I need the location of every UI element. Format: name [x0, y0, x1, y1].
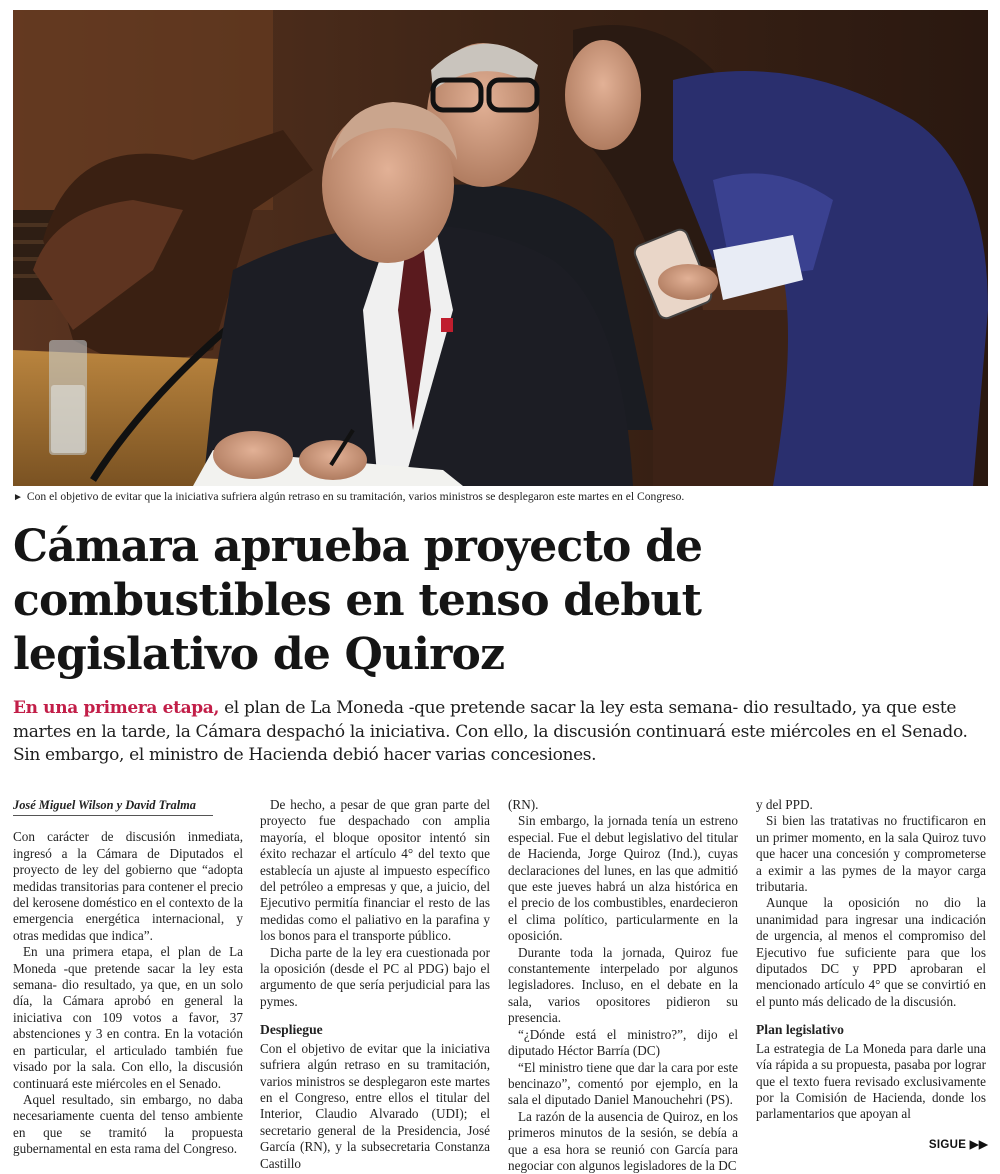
paragraph: Si bien las tratativas no fructificaron en un primer momento, en la sala Quiroz tuvo que hacer una concesión y comprometerse a eximir a las pymes de la mayor carga tributaria.	[756, 813, 986, 895]
column-2	[260, 797, 490, 1172]
column-4	[756, 797, 986, 1123]
continue-label[interactable]: SIGUE ▶▶	[928, 1139, 988, 1151]
paragraph: Con carácter de discusión inmediata, ingresó a la Cámara de Diputados el proyecto de ley del gobierno que “adopta medidas transitorias para contener el precio del kerosene doméstico en el contexto de la emergencia energética internacional, y otras medidas que indica”.	[13, 829, 243, 943]
paragraph: Dicha parte de la ley era cuestionada por la oposición (desde el PC al PDG) bajo el argumento de que sería perjudicial para las pymes.	[260, 944, 490, 1009]
subheading-plan-legislativo: Plan legislativo	[756, 1022, 844, 1038]
paragraph: Aunque la oposición no dio la unanimidad para ingresar una indicación de urgencia, al menos el compromiso del Ejecutivo fue suficiente para que los diputados DC y PPD aprobaran el mencionado artículo 4° que se convirtió en el punto más delicado de la discusión.	[756, 895, 986, 1009]
lead-text: el plan de La Moneda -que pretende sacar la ley esta semana- dio resultado, ya que este martes en la tarde, la Cámara despachó la iniciativa. Con ello, la discusión continuará este miércoles en el Senado. Sin embargo, el ministro de Hacienda debió hacer varias concesiones.	[13, 698, 968, 765]
paragraph: Sin embargo, la jornada tenía un estreno especial. Fue el debut legislativo del titular de Hacienda, Jorge Quiroz (Ind.), cuyas declaraciones del lunes, en las que admitió que este jueves habrá un alza histórica en el precio de los combustibles, enardecieron el clima político, particularmente en la oposición.	[508, 813, 738, 944]
paragraph: De hecho, a pesar de que gran parte del proyecto fue despachado con amplia mayoría, el bloque opositor intentó sin éxito rechazar el artículo 4° del texto que establecía un ajuste al impuesto específico del petróleo a empresas y que, a juicio, del Ejecutivo permitía financiar el resto de las medidas como el paliativo en la parafina y los bonos para el transporte público.	[260, 797, 490, 944]
paragraph: La estrategia de La Moneda para darle una vía rápida a su propuesta, pasaba por lograr que el texto fuera revisado exclusivamente por la Comisión de Hacienda, donde los parlamentarios que apoyan al	[756, 1040, 986, 1122]
lead-paragraph	[13, 697, 988, 768]
subheading-despliegue: Despliegue	[260, 1022, 323, 1038]
paragraph: Con el objetivo de evitar que la iniciativa sufriera algún retraso en su tramitación, varios ministros se desplegaron este martes en el Congreso, entre ellos el titular del Interior, Claudio Alvarado (UDI); el secretario general de la Presidencia, José García (RN), y la subsecretaria Constanza Castillo	[260, 1040, 490, 1171]
photo-caption	[13, 490, 988, 503]
lead-kicker: En una primera etapa,	[13, 698, 220, 718]
column-3	[508, 797, 738, 1174]
byline: José Miguel Wilson y David Tralma	[13, 797, 213, 816]
paragraph: “¿Dónde está el ministro?”, dijo el diputado Héctor Barría (DC)	[508, 1026, 738, 1059]
column-1	[13, 797, 243, 1158]
paragraph: Aquel resultado, sin embargo, no daba necesariamente cuenta del tenso ambiente en que se tramitó la propuesta gubernamental en esta rama del Congreso.	[13, 1091, 243, 1157]
caption-marker: ►	[13, 492, 23, 503]
paragraph: La razón de la ausencia de Quiroz, en los primeros minutos de la sesión, se debía a que a esa hora se reunió con García para negociar con algunos legisladores de la DC	[508, 1108, 738, 1173]
article-photo	[13, 10, 988, 486]
caption-text: Con el objetivo de evitar que la iniciativa sufriera algún retraso en su tramitación, varios ministros se desplegaron este martes en el Congreso.	[26, 490, 685, 503]
paragraph: Durante toda la jornada, Quiroz fue constantemente interpelado por algunos legisladores. Incluso, en el debate en la sala, varios opositores pidieron su presencia.	[508, 944, 738, 1026]
headline: Cámara aprueba proyecto de combustibles en tenso debut legislativo de Quiroz	[13, 521, 703, 680]
paragraph: (RN).	[508, 797, 539, 812]
photo-illustration	[13, 10, 988, 486]
paragraph: En una primera etapa, el plan de La Moneda -que pretende sacar la ley esta semana- dio resultado, ya que, en un solo día, la Cámara aprobó en general la iniciativa con 109 votos a favor, 37 abstenciones y 3 en contra. En la votación en particular, el articulado también fue visado por la sala. Con ello, la discusión continuará este miércoles en el Senado.	[13, 944, 243, 1091]
paragraph: “El ministro tiene que dar la cara por este bencinazo”, comentó por ejemplo, en la sala el diputado Daniel Manouchehri (PS).	[508, 1059, 738, 1108]
paragraph: y del PPD.	[756, 797, 813, 812]
